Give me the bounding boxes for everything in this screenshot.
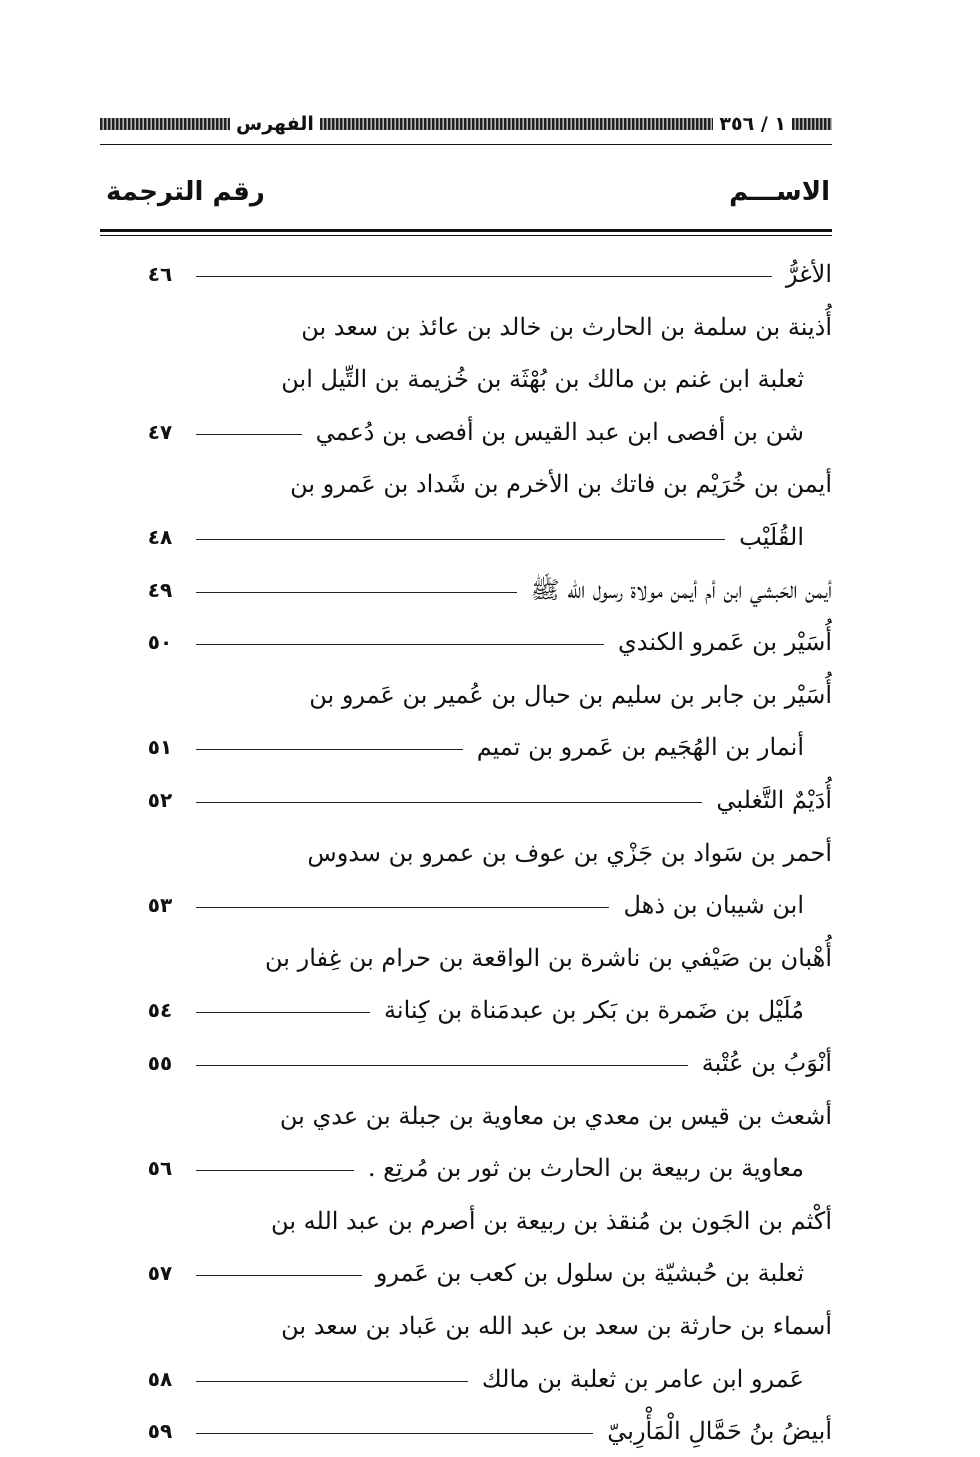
entry-leader-line xyxy=(196,802,702,803)
entry-number: ٤٨ xyxy=(147,525,173,549)
entry-name: أشعث بن قيس بن معدي بن معاوية بن جبلة بن عدي بن xyxy=(279,1101,832,1130)
entry-leader-line xyxy=(196,749,463,750)
entry-name: أيمن بن خُرَيْم بن فاتك بن الأخرم بن شَداد بن عَمرو بن xyxy=(290,470,832,499)
entry-number: ٥٨ xyxy=(147,1366,173,1391)
entry-name: أُسَيْر بن جابر بن سليم بن حبال بن عُمير بن عَمرو بن xyxy=(309,680,832,709)
entry-leader-line xyxy=(196,539,725,540)
entry-name: أُسَيْر بن عَمرو الكندي xyxy=(618,628,832,657)
entry-leader-line xyxy=(196,1012,370,1013)
entry-number: ٥٤ xyxy=(147,998,173,1023)
entry-name: أُهْبان بن صَيْفي بن ناشرة بن الواقعة بن حرام بن غِفار بن xyxy=(265,943,832,972)
entry-line xyxy=(0,1142,980,1194)
entry-line xyxy=(0,301,980,353)
entry-leader-line xyxy=(196,1381,468,1382)
entry-line xyxy=(0,1037,980,1089)
entry-line xyxy=(0,616,980,668)
title-rule-top xyxy=(100,229,832,232)
entry-name: أبيضُ بنُ حَمَّالِ الْمَأْرِبيّ xyxy=(607,1417,832,1446)
entry-name: أنْوَبُ بن عُتْبة xyxy=(701,1049,832,1077)
header-rule xyxy=(100,144,832,145)
entry-name-continuation: عَمرو ابن عامر بن ثعلبة بن مالك xyxy=(481,1364,804,1393)
header-section-title: الفهرس xyxy=(230,110,320,138)
entry-line xyxy=(0,1300,980,1352)
entry-number: ٥٥ xyxy=(147,1051,173,1075)
entry-name-continuation: القُلَيْب xyxy=(739,523,804,551)
entry-leader-line xyxy=(196,592,517,593)
entry-line xyxy=(0,984,980,1036)
entry-leader-line xyxy=(196,276,772,277)
entry-name-continuation: ثعلبة ابن غنم بن مالك بن بُهْثَة بن خُزيمة بن التِّيل ابن xyxy=(281,365,804,394)
entry-line xyxy=(0,1195,980,1247)
entry-number: ٥٠ xyxy=(147,630,173,655)
title-rule-bottom xyxy=(100,235,832,236)
entry-number: ٥٣ xyxy=(147,893,173,918)
entry-name-continuation: أنمار بن الهُجَيم بن عَمرو بن تميم xyxy=(476,733,804,762)
entry-line xyxy=(0,827,980,879)
entry-name: أُذينة بن سلمة بن الحارث بن خالد بن عائذ بن سعد بن xyxy=(301,312,832,341)
entry-name-continuation: شن بن أفصى ابن عبد القيس بن أفصى بن دُعمي xyxy=(315,417,804,446)
entry-number: ٥٢ xyxy=(147,788,173,812)
entry-leader-line xyxy=(196,1170,354,1171)
entry-name: أُدَيْمٌ التَّغلبي xyxy=(716,786,832,814)
entry-name-continuation: معاوية بن ربيعة بن الحارث بن ثور بن مُرتِع . xyxy=(367,1154,804,1183)
entry-line xyxy=(0,458,980,510)
entry-name: أكْثم بن الجَون بن مُنقذ بن ربيعة بن أصرم بن عبد الله بن xyxy=(271,1206,832,1235)
entry-number: ٤٦ xyxy=(147,262,173,286)
header-page-ref: ١ / ٣٥٦ xyxy=(713,110,792,138)
entry-leader-line xyxy=(196,1275,362,1276)
entry-number: ٤٩ xyxy=(147,577,173,602)
entry-line xyxy=(0,1405,980,1457)
entry-number: ٥٦ xyxy=(147,1156,173,1181)
entry-line xyxy=(0,248,980,300)
entry-line xyxy=(0,774,980,826)
entry-number: ٥٩ xyxy=(147,1419,173,1444)
entry-line xyxy=(0,879,980,931)
entry-number: ٥٧ xyxy=(147,1261,173,1286)
entry-name: أحمر بن سَواد بن جَزْي بن عوف بن عمرو بن سدوس xyxy=(307,838,832,867)
entry-line xyxy=(0,353,980,405)
entry-line xyxy=(0,669,980,721)
entry-name-continuation: ثعلبة بن حُبشيّة بن سلول بن كعب بن عَمرو xyxy=(375,1259,804,1288)
entry-line xyxy=(0,721,980,773)
column-title-name: الاســـم xyxy=(729,177,830,207)
entry-number: ٤٧ xyxy=(147,419,173,444)
entry-number: ٥١ xyxy=(147,735,173,760)
entry-name: أسماء بن حارثة بن سعد بن عبد الله بن عَباد بن سعد بن xyxy=(281,1312,832,1340)
entry-leader-line xyxy=(196,644,604,645)
entry-name-continuation: ابن شيبان بن ذهل xyxy=(623,891,804,920)
entry-line xyxy=(0,932,980,984)
entry-leader-line xyxy=(196,1065,688,1066)
entry-name-continuation: مُلَيْل بن ضَمرة بن بَكر بن عبدمَناة بن كِنانة xyxy=(384,996,804,1025)
running-header xyxy=(100,110,832,138)
entry-name: أيمن الحَبشي ابن أم أيمن مولاة رسول الله ﷺ xyxy=(530,575,832,604)
entry-name: الأغرُّ xyxy=(785,260,832,288)
entry-line xyxy=(0,1353,980,1405)
entry-line xyxy=(0,1090,980,1142)
entry-line xyxy=(0,564,980,616)
column-title-number: رقم الترجمة xyxy=(106,177,265,207)
entry-line xyxy=(0,1247,980,1299)
entry-leader-line xyxy=(196,434,302,435)
entry-line xyxy=(0,511,980,563)
entry-leader-line xyxy=(196,1433,593,1434)
entry-leader-line xyxy=(196,907,609,908)
entry-line xyxy=(0,406,980,458)
